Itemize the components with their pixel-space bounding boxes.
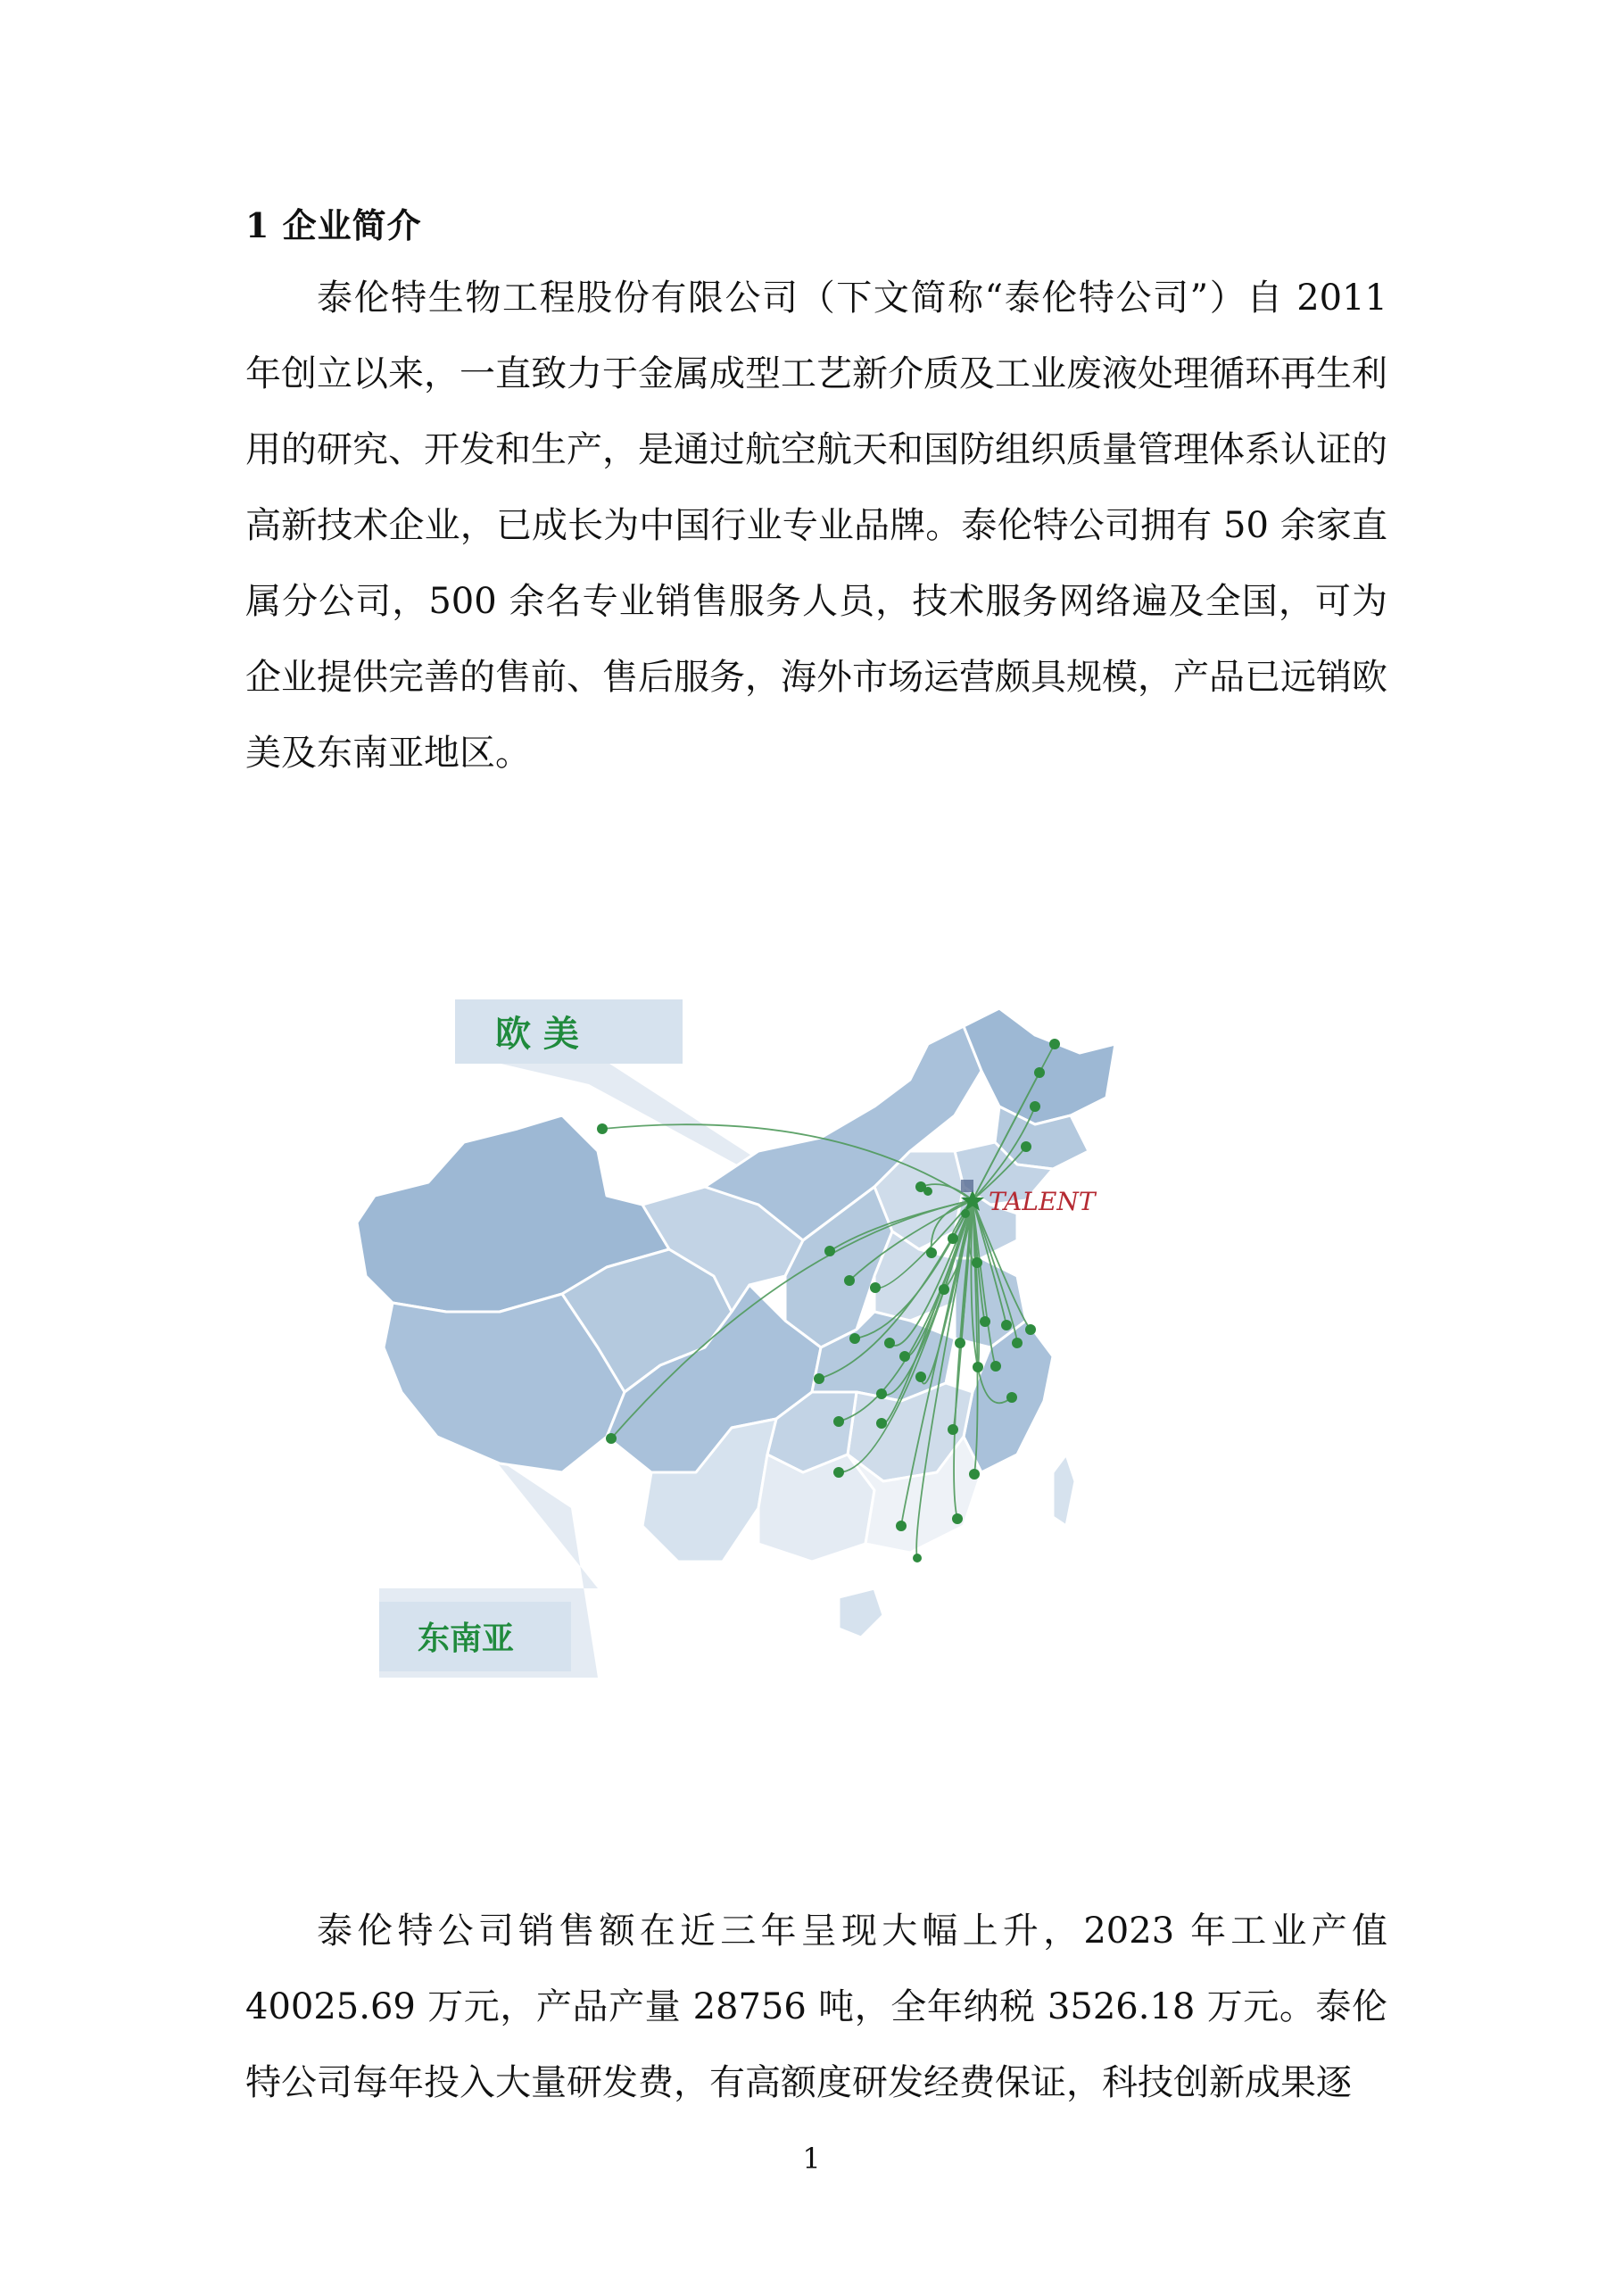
talent-brand-label: TALENT: [989, 1187, 1096, 1216]
region-guangxi: [758, 1455, 874, 1562]
southeast-asia-label: 东南亚: [418, 1620, 515, 1657]
sales-paragraph: 泰伦特公司销售额在近三年呈现大幅上升，2023 年工业产值 40025.69 万元，产品产量 28756 吨，全年纳税 3526.18 万元。泰伦特公司每年投入大量研发费，有高额度研发经费保证，科技创新成果逐: [245, 1911, 1387, 2103]
region-hainan: [839, 1588, 883, 1637]
intro-paragraph: 泰伦特生物工程股份有限公司（下文简称“泰伦特公司”）自 2011 年创立以来，一直致力于金属成型工艺新介质及工业废液处理循环再生利用的研究、开发和生产，是通过航空航天和国防组织质量管理体系认证的高新技术企业，已成长为中国行业专业品牌。泰伦特公司拥有 50 余家直属分公司，500 余名专业销售服务人员，技术服务网络遍及全国，可为企业提供完善的售前、售后服务，海外市场运营颇具规模，产品已远销欧美及东南亚地区。: [245, 278, 1387, 774]
europe-america-label: 欧 美: [495, 1014, 579, 1055]
china-regions: [357, 1008, 1115, 1637]
china-sales-network-map: [339, 973, 1303, 1776]
region-henan: [874, 1231, 955, 1321]
hub-marker: [961, 1180, 973, 1192]
section-heading: 1 企业简介: [245, 205, 422, 245]
region-taiwan: [1053, 1455, 1075, 1526]
page-number: 1: [802, 2142, 821, 2176]
